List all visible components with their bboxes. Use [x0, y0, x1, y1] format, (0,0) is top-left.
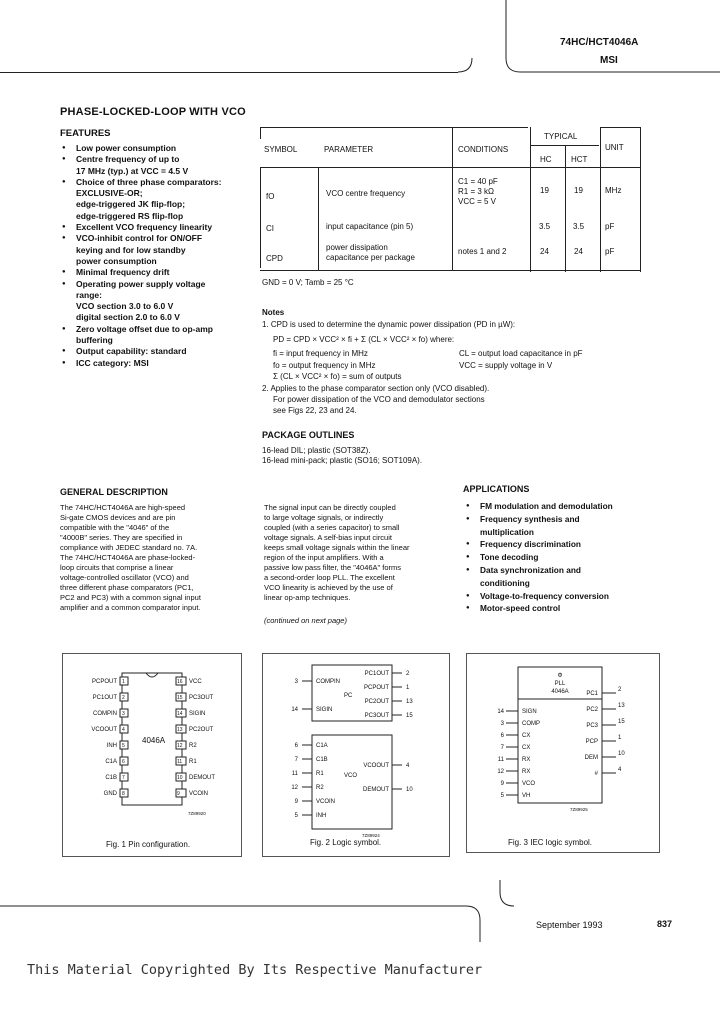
fig-code: 7Z89920: [188, 811, 206, 816]
pin-number: 13: [618, 703, 625, 709]
general-line: The 74HC/HCT4046A are high-speed: [60, 503, 186, 512]
general-line: Si-gate CMOS devices and are pin: [60, 513, 176, 522]
fig1-pin-configuration: [62, 653, 242, 857]
features-item: ● Operating power supply voltage: [62, 279, 262, 290]
pin-name: VCOIN: [189, 791, 209, 797]
applications-item: conditioning: [480, 577, 530, 588]
category-label: MSI: [600, 55, 618, 66]
pin-name: PC3OUT: [364, 713, 389, 719]
pin-name: VCOOUT: [91, 727, 117, 733]
pin-name: CX: [522, 733, 531, 739]
pin-name: VCC: [189, 679, 202, 685]
features-item: buffering: [76, 335, 113, 346]
pin-name: DEMOUT: [189, 775, 215, 781]
pin-name: R2: [316, 785, 324, 791]
pin-name: C1A: [105, 759, 117, 765]
applications-item: ● FM modulation and demodulation: [466, 500, 686, 513]
applications-item: ● Voltage-to-frequency conversion: [466, 590, 686, 603]
general-line: voltage signals. A self-bias input circuit: [264, 533, 392, 542]
pin-number: 16: [177, 679, 183, 685]
note-2b: For power dissipation of the VCO and demodulator sections: [273, 395, 485, 404]
applications-item: ● Tone decoding: [466, 551, 686, 564]
row-ci-symbol: CI: [266, 224, 274, 233]
pin-name: PCPOUT: [91, 679, 117, 685]
pin-name: VCO: [522, 781, 536, 787]
row-cpd-symbol: CPD: [266, 254, 283, 263]
fig2-logic-symbol: [262, 653, 450, 857]
general-line: loop circuits that comprise a linear: [60, 563, 174, 572]
general-line: keeps small voltage signals within the linear: [264, 543, 410, 552]
pin-name: #: [594, 771, 598, 777]
applications-heading: APPLICATIONS: [463, 484, 530, 494]
pin-name: DEMOUT: [363, 787, 389, 793]
pin-number: 6: [122, 759, 125, 765]
iec-title: 4046A: [551, 689, 569, 695]
fig2-caption: Fig. 2 Logic symbol.: [310, 838, 382, 847]
features-item: 17 MHz (typ.) at VCC = 4.5 V: [76, 165, 189, 176]
continued-label: (continued on next page): [264, 616, 347, 625]
footer-page-number: 837: [657, 919, 673, 929]
pin-name: PC1: [586, 691, 598, 697]
features-item: ● VCO-inhibit control for ON/OFF: [62, 233, 262, 244]
pin-name: PC1OUT: [364, 671, 389, 677]
pin-number: 12: [497, 769, 504, 775]
pin-name: PC3: [586, 723, 598, 729]
pin-number: 9: [177, 791, 180, 797]
row-fo-symbol: fO: [266, 192, 275, 201]
row-cpd-conditions: notes 1 and 2: [458, 247, 507, 256]
pin-number: 15: [177, 695, 183, 701]
th-parameter: PARAMETER: [324, 145, 374, 154]
pin-number: 1: [122, 679, 125, 685]
pin-number: 4: [406, 763, 410, 769]
pin-name: C1B: [316, 757, 328, 763]
general-line: The signal input can be directly coupled: [264, 503, 396, 512]
package-line-2: 16-lead mini-pack; plastic (SO16; SOT109A).: [262, 456, 423, 465]
pin-name: CX: [522, 745, 531, 751]
pin-name: SIGN: [522, 709, 537, 715]
pin-name: VCOOUT: [363, 763, 389, 769]
fig3-iec-symbol: [466, 653, 660, 853]
note-sum: Σ (CL × VCC² × fo) = sum of outputs: [273, 372, 402, 381]
pin-number: 15: [406, 713, 413, 719]
pin-number: 8: [122, 791, 125, 797]
fig-code: 7Z89924: [362, 833, 380, 838]
note-formula: PD = CPD × VCC² × fi + Σ (CL × VCC² × fo) where:: [273, 335, 455, 344]
pin-name: VCOIN: [316, 799, 336, 805]
pin-name: PC2OUT: [364, 699, 389, 705]
pin-name: RX: [522, 769, 531, 775]
general-line: a second-order loop PLL. The excellent: [264, 573, 395, 582]
pin-number: 11: [291, 771, 298, 777]
pin-number: 9: [294, 799, 298, 805]
pin-name: RX: [522, 757, 531, 763]
notes-heading: Notes: [262, 308, 285, 317]
pin-name: SIGIN: [189, 711, 206, 717]
row-cpd-parameter: power dissipation capacitance per package: [326, 243, 415, 262]
copyright-watermark: This Material Copyrighted By Its Respective Manufacturer: [27, 962, 483, 978]
row-ci-hct: 3.5: [573, 222, 585, 231]
note-2c: see Figs 22, 23 and 24.: [273, 406, 357, 415]
row-fo-hct: 19: [574, 186, 583, 195]
pin-name: COMP: [522, 721, 540, 727]
general-line: to large voltage signals, or indirectly: [264, 513, 384, 522]
row-ci-unit: pF: [605, 222, 615, 231]
features-item: edge-triggered RS flip-flop: [76, 210, 184, 221]
pin-number: 7: [500, 745, 504, 751]
features-item: keying and for low standby: [76, 244, 186, 255]
general-heading: GENERAL DESCRIPTION: [60, 487, 168, 497]
pin-number: 7: [294, 757, 298, 763]
applications-item: ● Frequency discrimination: [466, 538, 686, 551]
pin-name: COMPIN: [316, 679, 340, 685]
general-col-2: [264, 503, 464, 603]
general-line: three different phase comparators (PC1,: [60, 583, 194, 592]
row-fo-hc: 19: [540, 186, 549, 195]
row-cpd-hct: 24: [574, 247, 583, 256]
pin-number: 14: [291, 707, 298, 713]
header-rule-left: [0, 72, 458, 73]
features-item: power consumption: [76, 255, 157, 266]
features-item: EXCLUSIVE-OR;: [76, 188, 143, 199]
features-item: edge-triggered JK flip-flop;: [76, 199, 186, 210]
iec-title: PLL: [554, 681, 566, 687]
pin-name: DEM: [584, 755, 598, 761]
pin-number: 13: [406, 699, 413, 705]
table-footer: GND = 0 V; Tamb = 25 °C: [262, 278, 354, 287]
pin-number: 6: [500, 733, 504, 739]
applications-item: ● Frequency synthesis and: [466, 513, 686, 526]
features-item: VCO section 3.0 to 6.0 V: [76, 301, 174, 312]
features-heading: FEATURES: [60, 128, 111, 139]
part-number: 74HC/HCT4046A: [560, 37, 639, 48]
pin-name: R1: [189, 759, 197, 765]
row-ci-hc: 3.5: [539, 222, 551, 231]
general-line: compliance with JEDEC standard no. 7A.: [60, 543, 198, 552]
general-line: VCO linearity is achieved by the use of: [264, 583, 393, 592]
features-item: ● Choice of three phase comparators:: [62, 177, 262, 188]
applications-item: ● Motor-speed control: [466, 602, 686, 615]
pin-number: 15: [618, 719, 625, 725]
th-hc: HC: [540, 155, 552, 164]
pin-name: PC1OUT: [92, 695, 117, 701]
pin-number: 12: [177, 743, 183, 749]
pin-number: 3: [500, 721, 504, 727]
pin-name: C1A: [316, 743, 328, 749]
pin-number: 5: [122, 743, 125, 749]
pin-number: 11: [497, 757, 504, 763]
applications-item: multiplication: [480, 526, 534, 537]
general-line: "4000B" series. They are specified in: [60, 533, 183, 542]
general-col-1: [60, 503, 260, 613]
note-fo: fo = output frequency in MHz: [273, 361, 376, 370]
fig3-caption: Fig. 3 IEC logic symbol.: [508, 838, 593, 847]
row-ci-parameter: input capacitance (pin 5): [326, 222, 414, 231]
general-line: voltage-controlled oscillator (VCO) and: [60, 573, 189, 582]
note-cl: CL = output load capacitance in pF: [459, 349, 583, 358]
th-symbol: SYMBOL: [264, 145, 298, 154]
pin-number: 5: [294, 813, 298, 819]
th-unit: UNIT: [605, 143, 624, 152]
pin-name: R2: [189, 743, 197, 749]
ic-notch: [146, 673, 158, 677]
general-line: amplifier and a common comparator input.: [60, 603, 201, 612]
th-conditions: CONDITIONS: [458, 145, 509, 154]
row-fo-unit: MHz: [605, 186, 622, 195]
pin-number: 14: [497, 709, 504, 715]
pin-number: 1: [618, 735, 622, 741]
pin-number: 4: [618, 767, 622, 773]
pin-number: 10: [618, 751, 625, 757]
pin-number: 3: [294, 679, 298, 685]
features-item: ● Output capability: standard: [62, 346, 262, 357]
general-line: passive low pass filter, the "4046A" forms: [264, 563, 402, 572]
features-item: range:: [76, 289, 102, 300]
vco-label: VCO: [344, 773, 358, 779]
general-line: region of the input amplifiers. With a: [264, 553, 384, 562]
pin-name: INH: [106, 743, 117, 749]
general-line: compatible with the "4046" of the: [60, 523, 170, 532]
pin-number: 12: [291, 785, 298, 791]
features-item: ● Zero voltage offset due to op-amp: [62, 324, 262, 335]
pin-number: 9: [500, 781, 504, 787]
row-fo-parameter: VCO centre frequency: [326, 189, 406, 198]
pin-number: 10: [406, 787, 413, 793]
pin-name: GND: [103, 791, 117, 797]
pin-number: 11: [177, 759, 183, 765]
general-line: The 74HC/HCT4046A are phase-locked-: [60, 553, 196, 562]
note-1: 1. CPD is used to determine the dynamic power dissipation (PD in µW):: [262, 320, 516, 329]
iec-title: Φ: [557, 673, 563, 679]
footer-curve: [0, 880, 720, 950]
chip-label: 4046A: [142, 736, 166, 745]
pin-number: 4: [122, 727, 125, 733]
features-item: ● Excellent VCO frequency linearity: [62, 222, 262, 233]
pin-name: PC2OUT: [189, 727, 214, 733]
pin-number: 3: [122, 711, 125, 717]
th-hct: HCT: [571, 155, 588, 164]
pin-number: 6: [294, 743, 298, 749]
general-line: linear op-amp techniques.: [264, 593, 351, 602]
note-vcc: VCC = supply voltage in V: [459, 361, 553, 370]
package-heading: PACKAGE OUTLINES: [262, 430, 355, 440]
row-fo-conditions: C1 = 40 pF R1 = 3 kΩ VCC = 5 V: [458, 177, 498, 206]
features-item: digital section 2.0 to 6.0 V: [76, 312, 180, 323]
pin-name: PCP: [585, 739, 598, 745]
applications-item: ● Data synchronization and: [466, 564, 686, 577]
pin-number: 5: [500, 793, 504, 799]
general-line: PC2 and PC3) with a common signal input: [60, 593, 201, 602]
pin-name: PCPOUT: [363, 685, 389, 691]
features-item: ● Low power consumption: [62, 143, 262, 154]
page-title: PHASE-LOCKED-LOOP WITH VCO: [60, 106, 246, 118]
pin-number: 2: [618, 687, 622, 693]
fig-code: 7Z89925: [570, 807, 588, 812]
pin-name: COMPIN: [93, 711, 117, 717]
pin-name: VH: [522, 793, 531, 799]
row-cpd-hc: 24: [540, 247, 549, 256]
features-item: ● Centre frequency of up to: [62, 154, 262, 165]
package-line-1: 16-lead DIL; plastic (SOT38Z).: [262, 446, 371, 455]
features-item: ● Minimal frequency drift: [62, 267, 262, 278]
pin-name: SIGIN: [316, 707, 333, 713]
pin-number: 2: [406, 671, 410, 677]
pin-number: 2: [122, 695, 125, 701]
pin-name: PC3OUT: [189, 695, 214, 701]
note-fi: fi = input frequency in MHz: [273, 349, 368, 358]
row-cpd-unit: pF: [605, 247, 615, 256]
features-item: ● ICC category: MSI: [62, 358, 262, 369]
pin-name: R1: [316, 771, 324, 777]
pin-name: INH: [316, 813, 327, 819]
pin-name: C1B: [105, 775, 117, 781]
applications-list: [466, 500, 686, 615]
pin-number: 14: [177, 711, 183, 717]
pc-label: PC: [344, 693, 353, 699]
pin-number: 10: [177, 775, 183, 781]
fig1-caption: Fig. 1 Pin configuration.: [106, 840, 191, 849]
pin-name: PC2: [586, 707, 598, 713]
pin-number: 1: [406, 685, 410, 691]
features-list: [62, 143, 262, 369]
footer-date: September 1993: [536, 920, 603, 930]
pin-number: 13: [177, 727, 183, 733]
pin-number: 7: [122, 775, 125, 781]
note-2: 2. Applies to the phase comparator section only (VCO disabled).: [262, 384, 490, 393]
general-line: coupled (with a series capacitor) to small: [264, 523, 400, 532]
th-typical: TYPICAL: [544, 132, 578, 141]
